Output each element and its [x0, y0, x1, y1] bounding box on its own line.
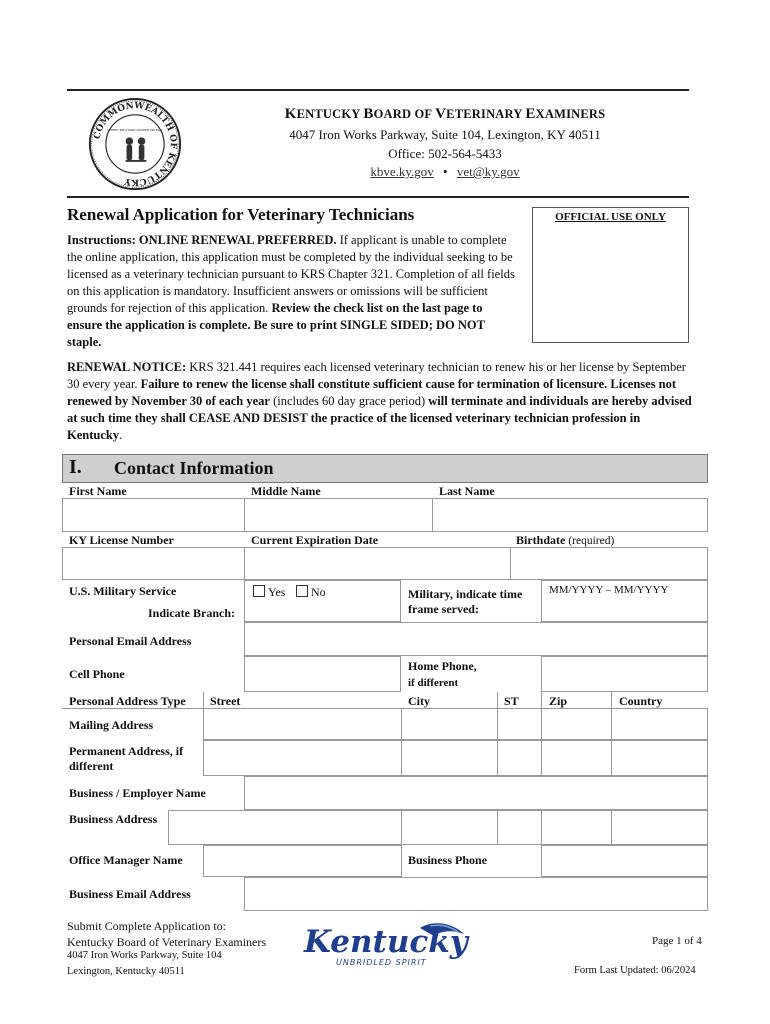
office-manager-label: Office Manager Name	[69, 853, 183, 867]
zip-label: Zip	[549, 694, 568, 708]
logo-wordmark: Kentucky	[304, 924, 468, 960]
email-link[interactable]: vet@ky.gov	[456, 164, 520, 179]
board-address: 4047 Iron Works Parkway, Suite 104, Lexington, KY 40511	[289, 127, 601, 142]
section-title: Contact Information	[114, 458, 274, 478]
form-updated: Form Last Updated: 06/2024	[574, 965, 696, 976]
city-label: City	[408, 694, 430, 708]
divider	[203, 692, 204, 708]
business-state-field[interactable]	[497, 810, 542, 845]
permanent-city-field[interactable]	[401, 740, 498, 776]
section-contact-information	[62, 454, 708, 483]
instructions: Instructions: ONLINE RENEWAL PREFERRED. If applicant is unable to complete the online application, this application must be completed by the individual seeking to be licensed as a veterinary technician pursuant to KRS Chapter 321. Completion of all fields on this application is mandatory. Insufficient answers or omissions will be sufficient grounds for rejection of this application. Review the check list on the last page to ensure the application is complete. Be sure to print SINGLE SIDED; DO NOT staple.	[67, 233, 515, 349]
business-name-field[interactable]	[244, 776, 708, 810]
permanent-state-field[interactable]	[497, 740, 542, 776]
permanent-country-field[interactable]	[611, 740, 708, 776]
mailing-zip-field[interactable]	[541, 708, 612, 740]
indicate-branch-label: Indicate Branch:	[148, 606, 235, 620]
military-time-label: Military, indicate time frame served:	[408, 587, 523, 616]
kentucky-seal-icon	[88, 97, 182, 191]
personal-email-label: Personal Email Address	[69, 634, 192, 648]
official-use-box	[532, 207, 689, 343]
first-name-field[interactable]	[62, 498, 245, 532]
renewal-notice: RENEWAL NOTICE: KRS 321.441 requires each licensed veterinary technician to renew his or her license by September 30 every year. Failure to renew the license shall constitute sufficient cause for termination of licensure. Licenses not renewed by November 30 of each year (includes 60 day grace period) will terminate and individuals are hereby advised at such time they shall CEASE AND DESIST the practice of the licensed veterinary technician profession in Kentucky.	[67, 360, 692, 442]
military-service-label: U.S. Military Service	[69, 584, 177, 598]
business-country-field[interactable]	[611, 810, 708, 845]
header-bottom-rule	[67, 196, 689, 198]
business-name-label: Business / Employer Name	[69, 786, 206, 800]
business-street-field[interactable]	[168, 810, 402, 845]
page-number: Page 1 of 4	[652, 935, 702, 947]
personal-email-field[interactable]	[244, 622, 708, 656]
mailing-country-field[interactable]	[611, 708, 708, 740]
logo-tagline: UNBRIDLED SPIRIT	[336, 958, 427, 967]
header-top-rule	[67, 89, 689, 91]
country-label: Country	[619, 694, 663, 708]
divider	[611, 692, 612, 708]
section-number: I.	[69, 456, 82, 478]
permanent-zip-field[interactable]	[541, 740, 612, 776]
last-name-field[interactable]	[432, 498, 708, 532]
business-address-label: Business Address	[69, 812, 158, 826]
middle-name-field[interactable]	[244, 498, 433, 532]
birthdate-field[interactable]	[510, 547, 708, 580]
mailing-city-field[interactable]	[401, 708, 498, 740]
kentucky-logo-icon	[302, 918, 472, 970]
business-city-field[interactable]	[401, 810, 498, 845]
license-number-label: KY License Number	[69, 533, 174, 547]
business-phone-field[interactable]	[541, 845, 708, 877]
business-email-field[interactable]	[244, 877, 708, 911]
birthdate-label: Birthdate (required)	[516, 533, 615, 547]
seal-inner-text: UNITED WE STAND DIVIDED WE FALL	[107, 127, 163, 132]
street-label: Street	[210, 694, 241, 708]
license-number-field[interactable]	[62, 547, 245, 580]
bullet-separator: •	[443, 164, 448, 179]
footer-submit: Submit Complete Application to:	[67, 919, 226, 933]
board-name: KENTUCKY BOARD OF VETERINARY EXAMINERS	[284, 106, 606, 122]
footer-street: 4047 Iron Works Parkway, Suite 104	[67, 950, 222, 961]
first-name-label: First Name	[69, 484, 127, 498]
board-phone: Office: 502-564-5433	[388, 146, 502, 161]
cell-phone-label: Cell Phone	[69, 667, 125, 681]
business-phone-label: Business Phone	[408, 853, 488, 867]
office-manager-field[interactable]	[203, 845, 402, 877]
website-link[interactable]: kbve.ky.gov	[370, 164, 434, 179]
date-range-hint: MM/YYYY – MM/YYYY	[549, 584, 669, 596]
business-zip-field[interactable]	[541, 810, 612, 845]
last-name-label: Last Name	[439, 484, 495, 498]
expiration-date-field[interactable]	[244, 547, 511, 580]
official-use-label: OFFICIAL USE ONLY	[555, 211, 666, 223]
divider	[541, 692, 542, 708]
page-title: Renewal Application for Veterinary Technicians	[67, 205, 415, 224]
yes-checkbox[interactable]	[253, 585, 265, 597]
permanent-street-field[interactable]	[203, 740, 402, 776]
home-phone-field[interactable]	[541, 656, 708, 692]
military-yes-option[interactable]: Yes	[253, 585, 285, 600]
divider	[497, 692, 498, 708]
mailing-state-field[interactable]	[497, 708, 542, 740]
board-links	[240, 164, 650, 180]
address-type-label: Personal Address Type	[69, 694, 186, 708]
middle-name-label: Middle Name	[251, 484, 321, 498]
mailing-address-label: Mailing Address	[69, 718, 154, 732]
expiration-date-label: Current Expiration Date	[251, 533, 379, 547]
business-email-label: Business Email Address	[69, 887, 191, 901]
mailing-street-field[interactable]	[203, 708, 402, 740]
seal-text: COMMONWEALTH OF KENTUCKY	[92, 100, 178, 187]
no-checkbox[interactable]	[296, 585, 308, 597]
home-phone-note: if different	[408, 677, 459, 689]
state-label: ST	[504, 694, 519, 708]
home-phone-label: Home Phone,	[408, 659, 477, 673]
military-no-option[interactable]: No	[296, 585, 326, 600]
permanent-address-label: Permanent Address, if different	[69, 744, 184, 773]
footer-city: Lexington, Kentucky 40511	[67, 966, 185, 977]
cell-phone-field[interactable]	[244, 656, 401, 692]
footer-org: Kentucky Board of Veterinary Examiners	[67, 935, 267, 949]
